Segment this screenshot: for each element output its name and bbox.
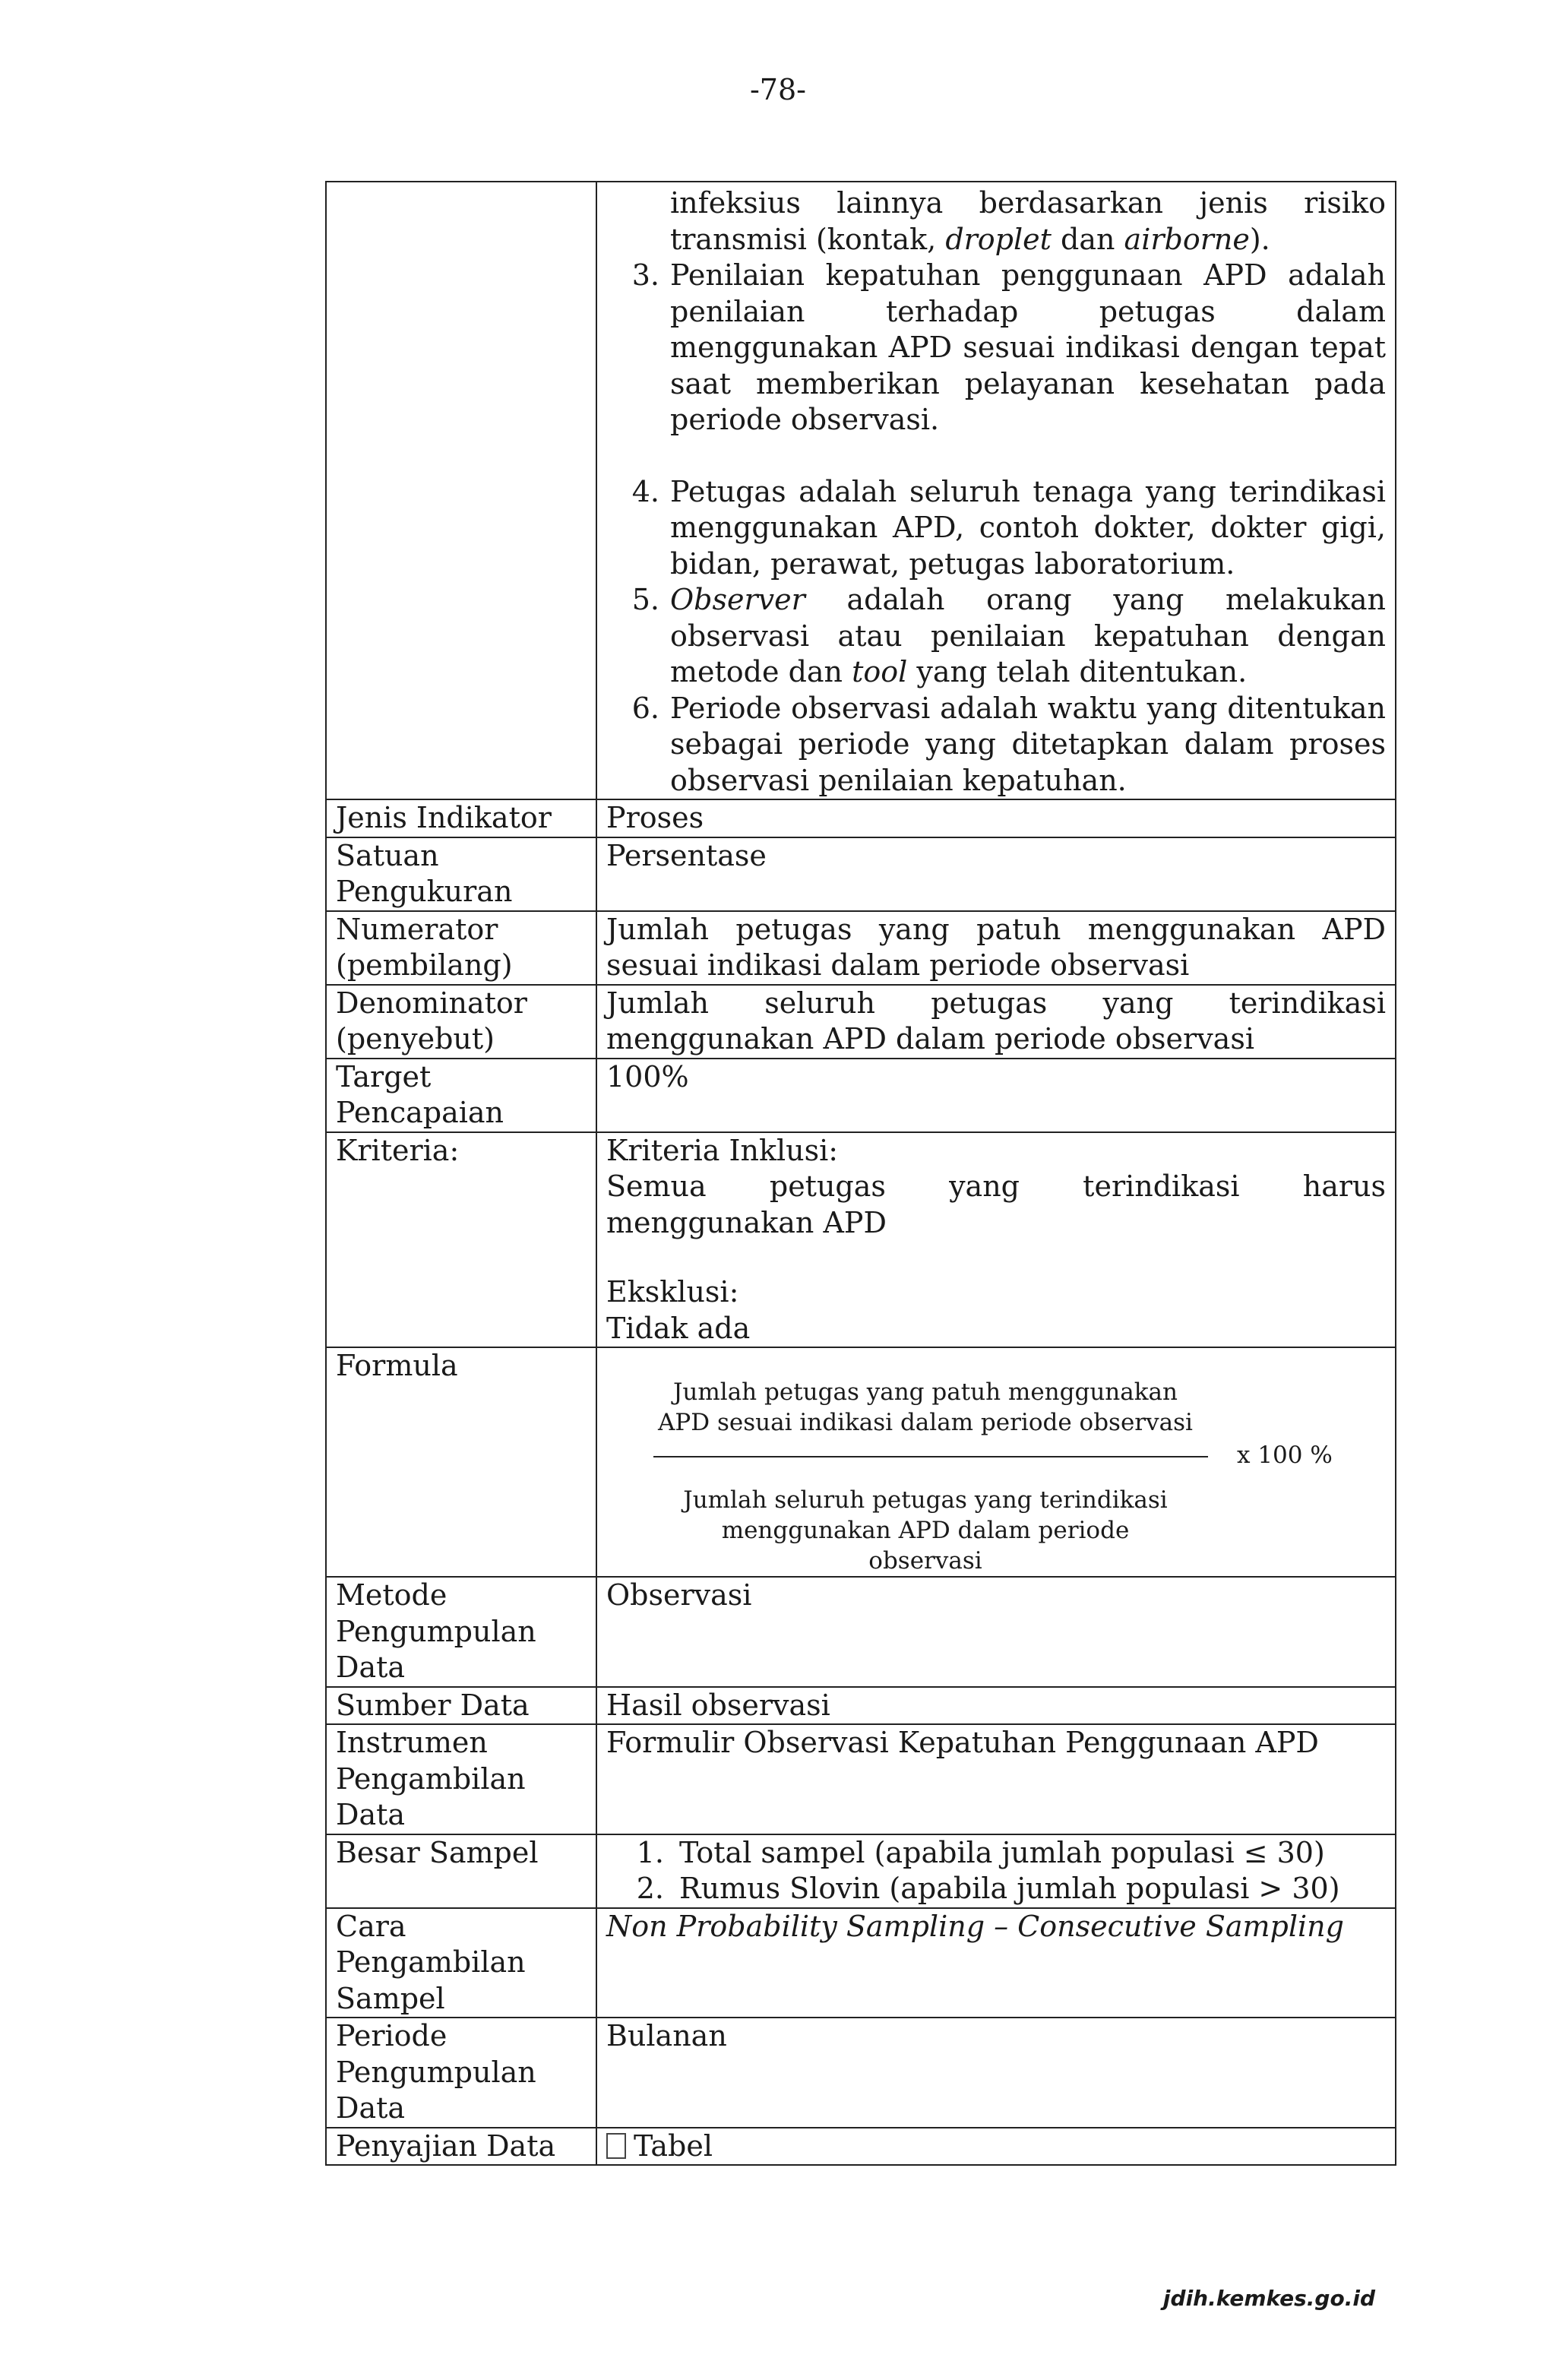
sample-list: [606, 1835, 1386, 1907]
row-label: Target Pencapaian: [326, 1059, 596, 1132]
table-row: [326, 1724, 1396, 1834]
page-number: -78-: [749, 73, 807, 106]
definitions-cell: [596, 182, 1396, 799]
table-row: [326, 2018, 1396, 2128]
row-label: Besar Sampel: [326, 1834, 596, 1908]
table-row: [326, 1347, 1396, 1577]
list-gap: [606, 438, 1386, 474]
row-label: Kriteria:: [326, 1132, 596, 1348]
row-value: [596, 1834, 1396, 1908]
row-value: Persentase: [596, 837, 1396, 911]
formula-multiplier: x 100 %: [1237, 1442, 1333, 1469]
table-row: [326, 837, 1396, 911]
table-row: [326, 911, 1396, 985]
table-row: [326, 182, 1396, 799]
row-label: Cara Pengambilan Sampel: [326, 1908, 596, 2018]
definition-list: [606, 258, 1386, 799]
row-value: Hasil observasi: [596, 1687, 1396, 1725]
footer-source: jdih.kemkes.go.id: [1162, 2286, 1375, 2311]
row-value: Tabel: [596, 2128, 1396, 2166]
row-label: Instrumen Pengambilan Data: [326, 1724, 596, 1834]
indicator-table: [325, 181, 1396, 2166]
table-row: [326, 1908, 1396, 2018]
row-value: Jumlah seluruh petugas yang terindikasi menggunakan APD dalam periode observasi: [596, 985, 1396, 1059]
formula-cell: [596, 1347, 1396, 1577]
continuation-line-2: transmisi (kontak, droplet dan airborne).: [670, 222, 1270, 256]
row-value: 100%: [596, 1059, 1396, 1132]
list-item: 2. Rumus Slovin (apabila jumlah populasi > 30): [636, 1872, 1340, 1905]
row-label: Numerator (pembilang): [326, 911, 596, 985]
row-label: Metode Pengumpulan Data: [326, 1577, 596, 1687]
row-label: Satuan Pengukuran: [326, 837, 596, 911]
formula-denominator: Jumlah seluruh petugas yang terindikasi menggunakan APD dalam periode observasi: [683, 1486, 1168, 1575]
table-row: [326, 2128, 1396, 2166]
row-value: Proses: [596, 799, 1396, 837]
row-label: Formula: [326, 1347, 596, 1577]
list-item: 1. Total sampel (apabila jumlah populasi ≤ 30): [636, 1835, 1325, 1869]
formula-numerator: Jumlah petugas yang patuh menggunakan APD sesuai indikasi dalam periode observasi: [658, 1378, 1193, 1436]
row-value: Non Probability Sampling – Consecutive Sampling: [596, 1908, 1396, 2018]
table-row: [326, 1132, 1396, 1348]
row-value: Jumlah petugas yang patuh menggunakan APD sesuai indikasi dalam periode observasi: [596, 911, 1396, 985]
list-item: 4. Petugas adalah seluruh tenaga yang terindikasi menggunakan APD, contoh dokter, dokter gigi, bidan, perawat, petugas laboratorium.: [631, 474, 1386, 581]
list-item: 6. Periode observasi adalah waktu yang ditentukan sebagai periode yang ditetapkan dalam proses observasi penilaian kepatuhan.: [631, 691, 1386, 797]
table-row: [326, 1059, 1396, 1132]
row-label: Denominator (penyebut): [326, 985, 596, 1059]
formula: [606, 1348, 1386, 1576]
row-label: Jenis Indikator: [326, 799, 596, 837]
fraction-line: [653, 1456, 1208, 1457]
continuation-line-1: infeksius lainnya berdasarkan jenis risiko: [670, 186, 1386, 220]
row-value: Bulanan: [596, 2018, 1396, 2128]
list-item: 3. Penilaian kepatuhan penggunaan APD adalah penilaian terhadap petugas dalam menggunakan APD sesuai indikasi dengan tepat saat memberikan pelayanan kesehatan pada periode observasi.: [631, 258, 1386, 436]
table-row: [326, 1834, 1396, 1908]
empty-label-cell: [326, 182, 596, 799]
row-label: Sumber Data: [326, 1687, 596, 1725]
table-row: [326, 1577, 1396, 1687]
observer-definition: Observer adalah orang yang melakukan observasi atau penilaian kepatuhan dengan metode dan tool yang telah ditentukan.: [670, 583, 1386, 688]
table-row: [326, 985, 1396, 1059]
row-label: Penyajian Data: [326, 2128, 596, 2166]
row-label: Periode Pengumpulan Data: [326, 2018, 596, 2128]
row-value: Kriteria Inklusi: Semua petugas yang terindikasi harus menggunakan APD Eksklusi: Tidak ada: [596, 1132, 1396, 1348]
definition-continuation: [606, 185, 1386, 258]
checkbox-icon: [606, 2133, 626, 2159]
row-value: Observasi: [596, 1577, 1396, 1687]
list-item: 5. Observer adalah orang yang melakukan observasi atau penilaian kepatuhan dengan metode dan tool yang telah ditentukan.: [606, 582, 1386, 691]
table-row: [326, 799, 1396, 837]
table-row: [326, 1687, 1396, 1725]
row-value: Formulir Observasi Kepatuhan Penggunaan APD: [596, 1724, 1396, 1834]
